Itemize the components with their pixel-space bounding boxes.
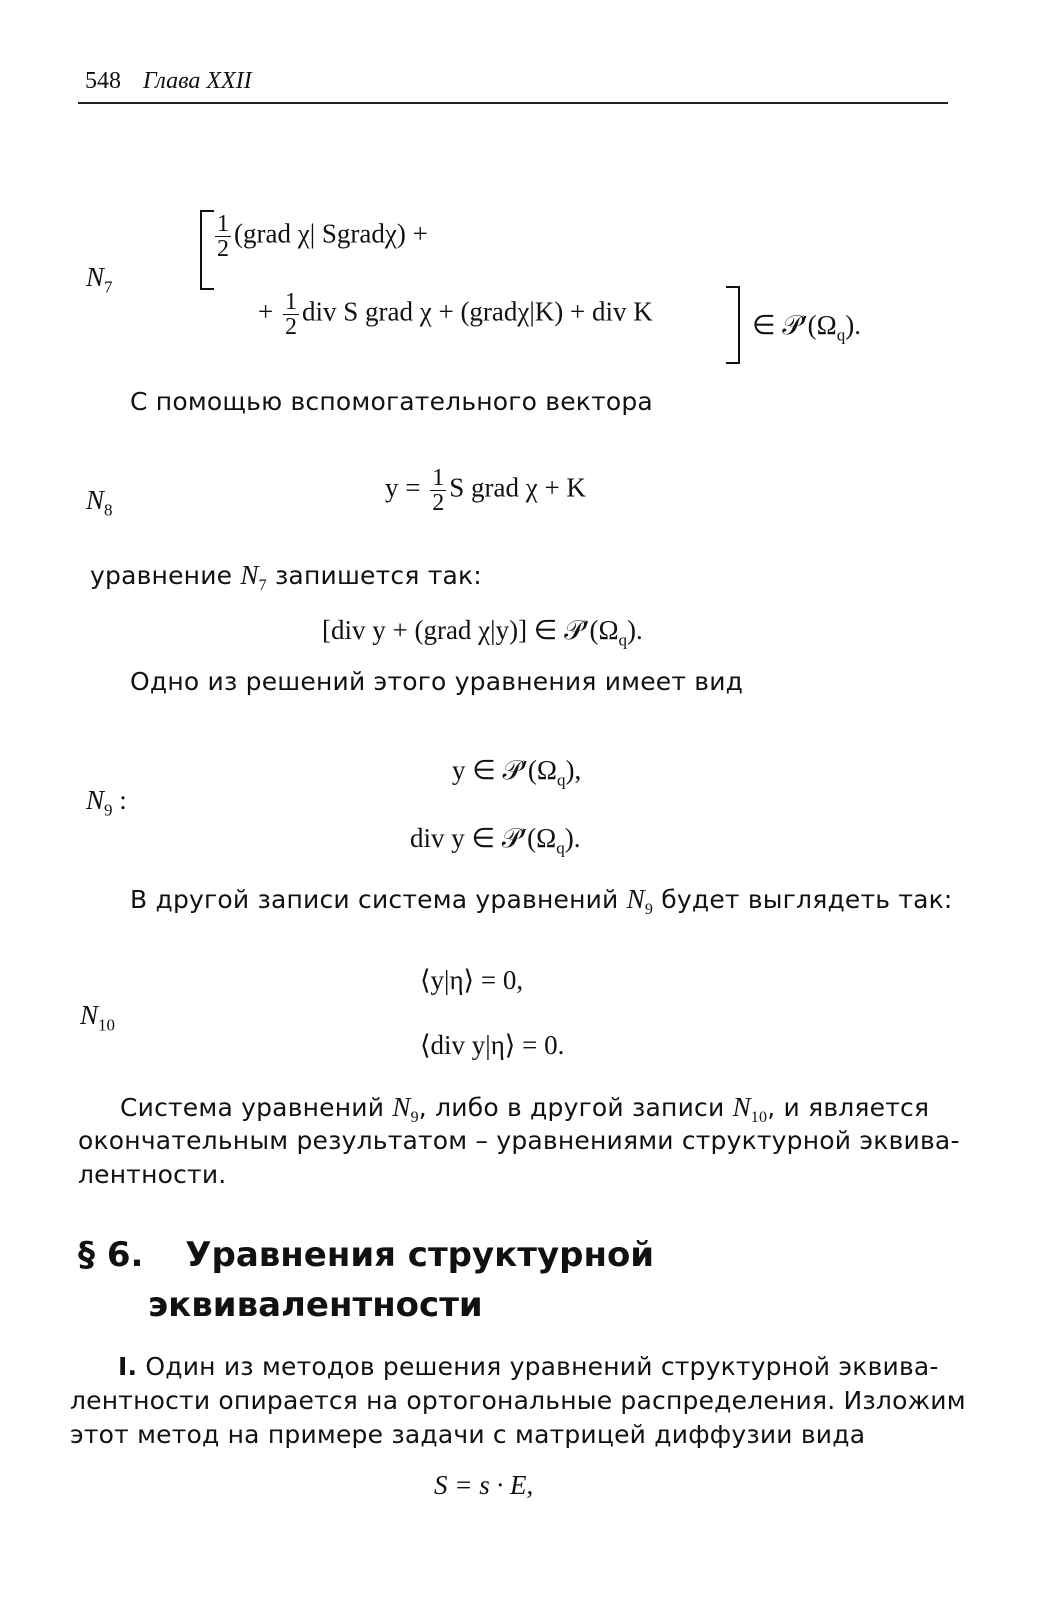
section-title-line2: эквивалентности — [148, 1285, 483, 1325]
eq-n7-tail: ∈ $𝒫'(\Omega_q)$. — [752, 310, 861, 345]
label-n8: $N_8$ — [86, 485, 113, 520]
eq-n7-line1: $\frac{1}{2}$ (grad χ| Sgradχ) + — [217, 211, 428, 262]
page-number: 548 — [85, 68, 121, 94]
text-system-line2: окончательным результатом – уравнениями структурной эквива- — [78, 1126, 960, 1155]
para-line2: лентности опирается на ортогональные распределения. Изложим — [70, 1386, 966, 1415]
eq-n9-line1: y ∈ $𝒫'(\Omega_q)$, — [452, 755, 582, 790]
right-bracket — [726, 286, 740, 364]
label-n9: $N_9$ : — [86, 785, 127, 820]
text-aux-vector: С помощью вспомогательного вектора — [130, 387, 653, 416]
text-eq-n7: уравнение $N_7$ запишется так: — [90, 560, 482, 594]
eq-n10-line1: ⟨y|η⟩ = 0, — [420, 965, 524, 995]
section-heading — [78, 1230, 654, 1280]
section-title-line1: Уравнения структурной — [185, 1235, 655, 1275]
chapter-title: Глава XXII — [143, 68, 252, 94]
text-other-form: В другой записи система уравнений $N_9$ будет выглядеть так: — [130, 884, 953, 918]
label-n7: $N_7$ — [86, 262, 113, 297]
eq-n9-line2: div y ∈ $𝒫'(\Omega_q)$. — [410, 823, 581, 858]
label-n10: $N_{10}$ — [80, 1000, 116, 1035]
text-system-line1: Система уравнений $N_9$, либо в другой записи $N_{10}$, и является — [120, 1092, 930, 1126]
text-one-solution: Одно из решений этого уравнения имеет вид — [130, 667, 744, 696]
page-header — [85, 68, 252, 95]
eq-final: S = s · E, — [434, 1470, 534, 1500]
section-number: § 6. — [78, 1235, 144, 1275]
eq-n8: y = $\frac{1}{2}$ S grad χ + K — [385, 465, 586, 516]
text-system-line3: лентности. — [78, 1160, 227, 1189]
eq-n7-line2: + $\frac{1}{2}$ div S grad χ + (gradχ|K) + div K — [258, 289, 653, 340]
header-rule — [78, 102, 948, 104]
eq-div: [div y + (grad χ|y)] ∈ $𝒫'(\Omega_q)$. — [322, 615, 643, 650]
para-line1: I. Один из методов решения уравнений структурной эквива- — [118, 1352, 939, 1381]
eq-n10-line2: ⟨div y|η⟩ = 0. — [420, 1030, 565, 1060]
para-line3: этот метод на примере задачи с матрицей диффузии вида — [70, 1420, 866, 1449]
